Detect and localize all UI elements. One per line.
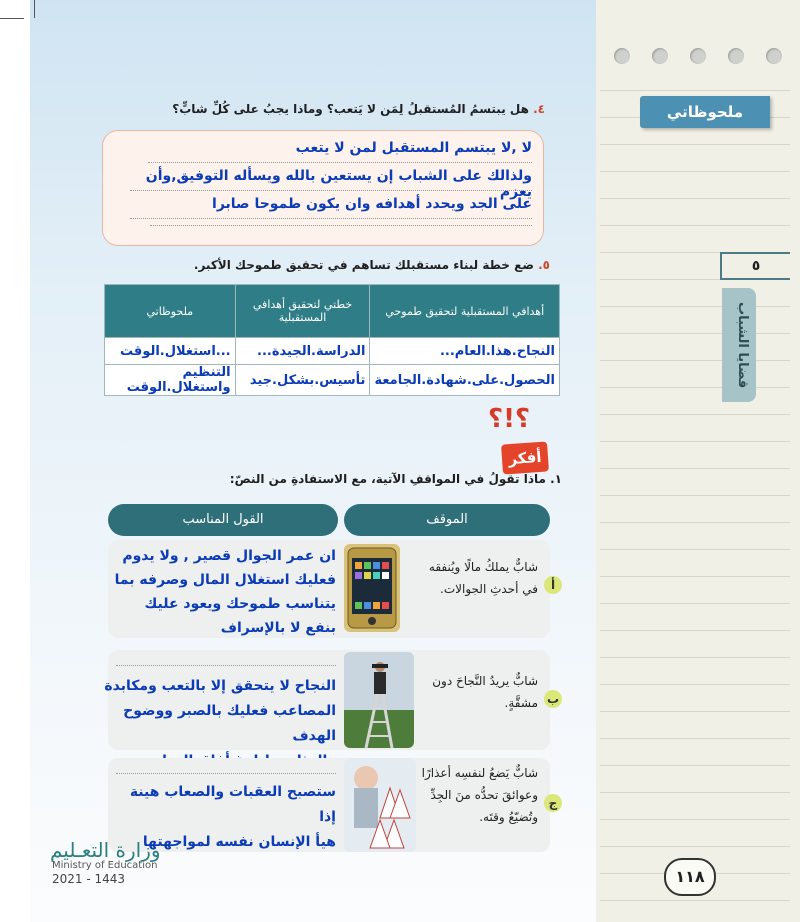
scenario-text: شابٌّ يريدُ النَّجاحَ دون مشقَّةٍ. [432,674,538,710]
ministry-logo-arabic: وزارة التعـليم [50,838,161,862]
notebook-rule [600,900,790,901]
answer-line: المصاعب فعليك بالصبر ووضوح الهدف [123,703,336,744]
binder-hole-icon [728,48,744,64]
table-cell[interactable]: ...استغلال.الوقت [105,338,236,365]
question-text: ماذا تقولُ في المواقفِ الآتية، مع الاستفادةِ من النصّ: [229,472,546,486]
cards-photo-icon [344,758,416,852]
answer-line: لا ,لا يبتسم المستقبل لمن لا يتعب [148,140,532,163]
notebook-rule [600,414,790,415]
table-header: خطتي لتحقيق أهدافي المستقبلية [235,285,370,338]
notebook-rule [600,846,790,847]
table-row [105,338,560,365]
answer-line: النجاح لا يتحقق إلا بالتعب ومكابدة [104,678,336,694]
question-marks-icon: ؟!؟ [488,404,531,434]
answer-line: ان عمر الجوال قصير , ولا يدوم [122,548,336,564]
notebook-rule [600,657,790,658]
answer-line: ولذالك على الشباب إن يستعين بالله ويسأله التوفيق,وأن يعزم [130,168,532,191]
notebook-rule [600,630,790,631]
notebook-rule [600,387,790,388]
notebook-rule [600,198,790,199]
binder-hole-icon [614,48,630,64]
notes-panel [596,0,800,922]
table-cell[interactable]: الحصول.على.شهادة.الجامعة [370,365,560,396]
table-cell[interactable]: الدراسة.الجيدة... [235,338,370,365]
notebook-rule [600,306,790,307]
blank-line [116,664,336,666]
ladder-photo-icon [344,652,414,748]
notebook-rule [600,441,790,442]
table-cell[interactable]: تأسيس.بشكل.جيد [235,365,370,396]
crop-mark [0,18,24,19]
plan-table [104,284,560,396]
notebook-rule [600,90,790,91]
question-4 [172,102,545,116]
question-number: ٥. [538,258,550,272]
notebook-rule [600,468,790,469]
notes-tab: ملحوظاتي [640,96,770,128]
binder-hole-icon [652,48,668,64]
scenario-letter: أ [544,576,562,594]
table-header: أهدافي المستقبلية لتحقيق طموحي [370,285,560,338]
edition-year: 2021 - 1443 [52,872,126,886]
question-number: ١. [550,472,562,486]
table-header: ملحوظاتي [105,285,236,338]
table-cell[interactable]: النجاح.هذا.العام... [370,338,560,365]
scenario-letter: ج [544,794,562,812]
blank-line [116,772,336,774]
notebook-rule [600,738,790,739]
notebook-rule [600,792,790,793]
notebook-rule [600,144,790,145]
notebook-rule [600,495,790,496]
question-text: ضع خطة لبناء مستقبلك تساهم في تحقيق طموحك الأكبر. [193,258,534,272]
answer-line: بنفع لا بالإسراف [220,620,336,636]
notebook-rule [600,603,790,604]
table-cell[interactable]: التنظيم واستغلال.الوقت [105,365,236,396]
question-5 [194,258,550,272]
scenario-text: شابٌّ يَضعُ لنفسِه أعذارًا وعوائقَ تحدُّه منَ الجِدِّ وتُضيّعُ وقتَه. [421,766,538,824]
blank-line [150,224,532,226]
answer-line: ستصبح العقبات والصعاب هينة إذا [129,784,336,825]
situation-header: الموقف [344,504,550,536]
notebook-rule [600,225,790,226]
answer-line: على الجد ويحدد أهدافه وان يكون طموحا صابرا [130,196,532,219]
scenario-text: شابٌّ يملكُ مالًا ويُنفقه في أحدثِ الجوالات. [428,560,538,596]
notebook-rule [600,819,790,820]
answer-line: هيأ الإنسان نفسه لمواجهتها [142,834,336,850]
page-number: ١١٨ [664,858,716,896]
question-text: هل يبتسمُ المُستقبلُ لِمَن لا يَتعب؟ وماذا يجبُ على كُلِّ شابٍّ؟ [172,102,529,116]
think-badge: أفكر [501,441,549,474]
notebook-rule [600,576,790,577]
scenario-letter: ب [544,690,562,708]
notebook-rule [600,549,790,550]
notebook-rule [600,333,790,334]
binder-hole-icon [690,48,706,64]
answer-line: فعليك استغلال المال وصرفه بما [114,572,336,588]
answer-line: يتناسب طموحك ويعود عليك [144,596,336,612]
notebook-rule [600,684,790,685]
notebook-rule [600,522,790,523]
unit-title: قضايا الشباب [735,301,750,389]
notebook-rule [600,711,790,712]
notebook-rule [600,360,790,361]
notebook-rule [600,765,790,766]
crop-mark [34,0,35,18]
unit-number: ٥ [720,252,790,280]
question-number: ٤. [533,102,545,116]
binder-hole-icon [766,48,782,64]
table-row [105,365,560,396]
phone-photo-icon [344,544,400,632]
scenario-answer[interactable] [112,544,336,640]
notebook-rule [600,171,790,172]
ministry-logo-english: Ministry of Education [52,860,158,871]
activity-question-1 [230,472,562,486]
saying-header: القول المناسب [108,504,338,536]
